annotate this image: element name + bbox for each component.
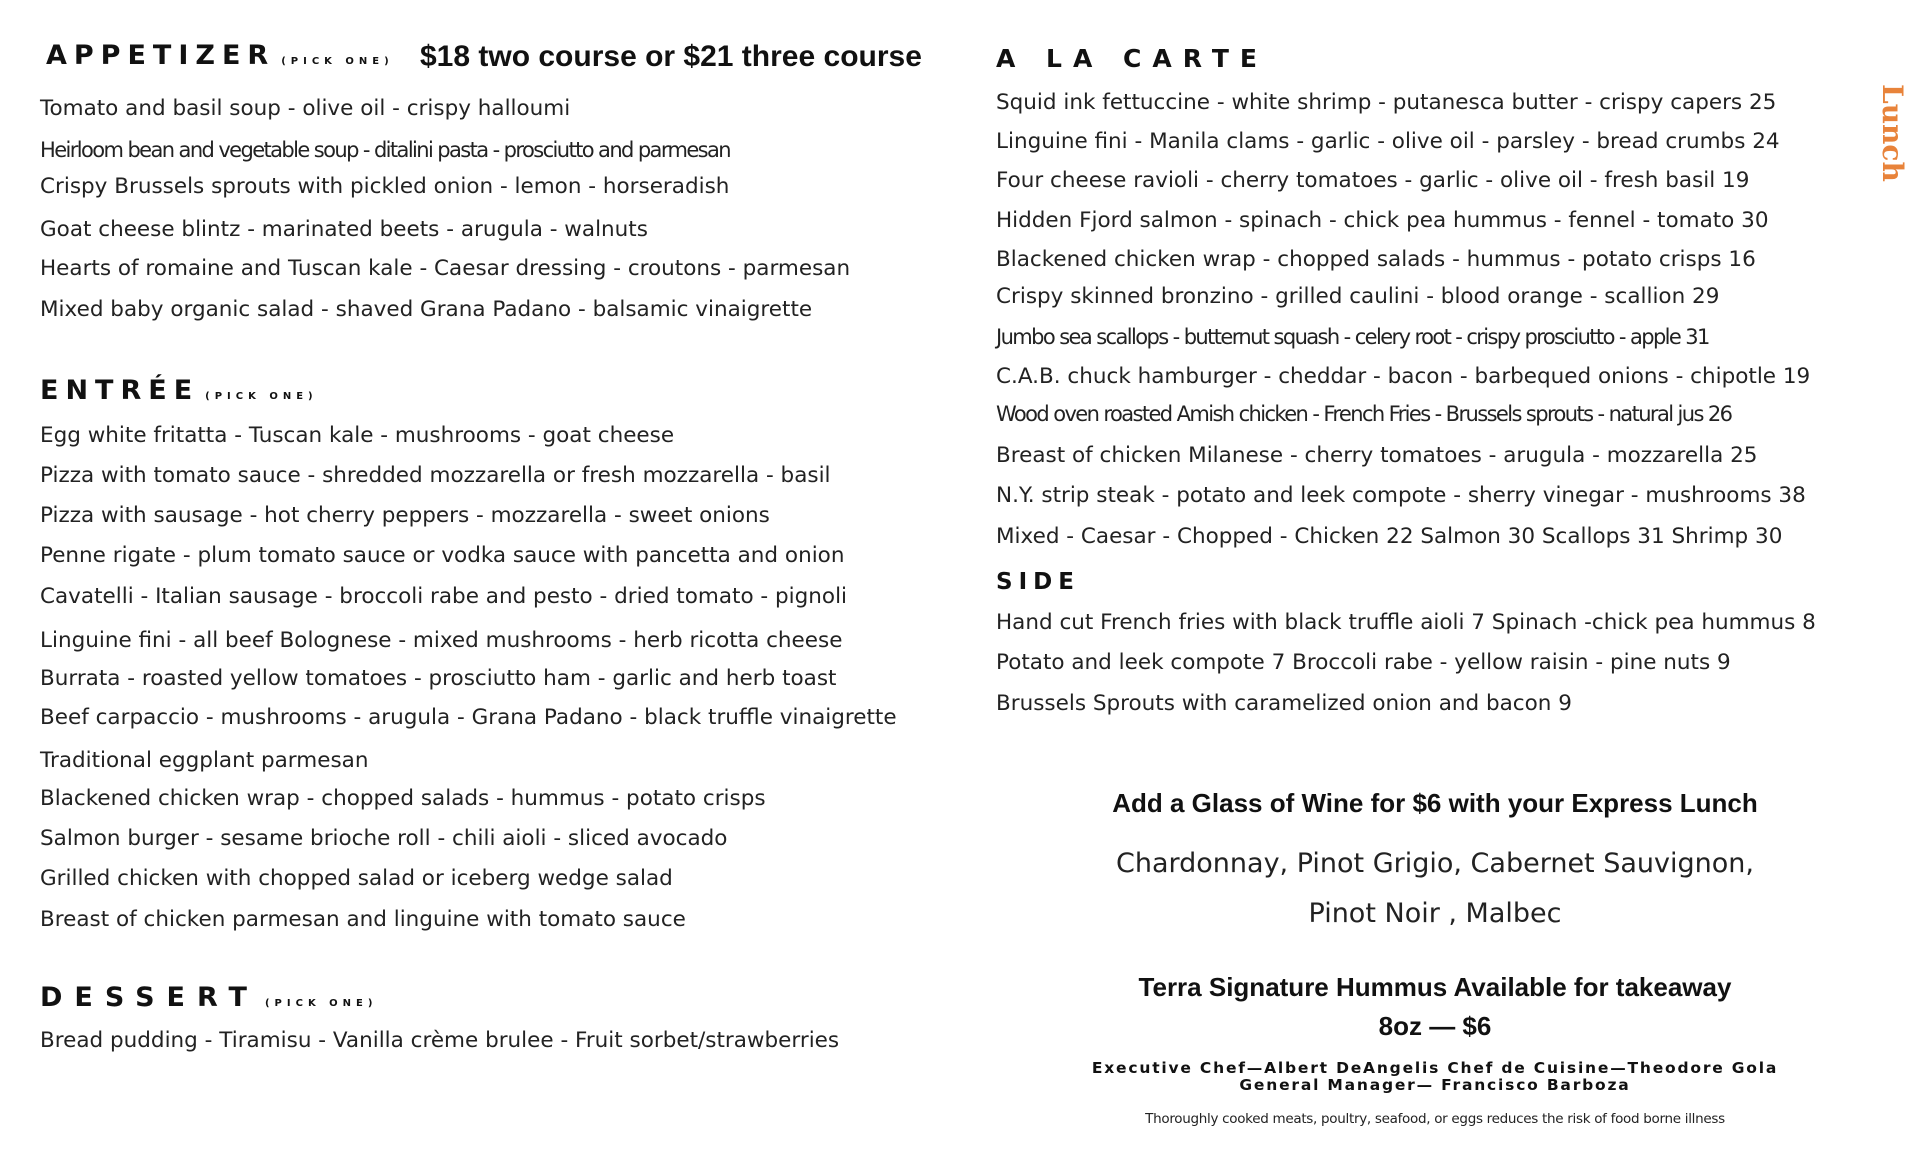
hummus-price-wrap [1000,1011,1870,1042]
wine-list-line-1: Chardonnay, Pinot Grigio, Cabernet Sauvignon, [1116,848,1754,879]
a-la-carte-item: Jumbo sea scallops - butternut squash - celery root - crispy prosciutto - apple 31 [996,325,1709,349]
entree-item: Penne rigate - plum tomato sauce or vodka sauce with pancetta and onion [40,543,845,568]
a-la-carte-item: Breast of chicken Milanese - cherry tomatoes - arugula - mozzarella 25 [996,443,1758,468]
side-item: Hand cut French fries with black truffle aioli 7 Spinach -chick pea hummus 8 [996,610,1816,635]
food-safety-disclaimer: Thoroughly cooked meats, poultry, seafood, or eggs reduces the risk of food borne illness [1145,1111,1725,1127]
credits-line-1: Executive Chef—Albert DeAngelis Chef de Cuisine—Theodore Gola [1091,1059,1779,1077]
side-item: Potato and leek compote 7 Broccoli rabe - yellow raisin - pine nuts 9 [996,650,1731,675]
appetizer-item: Mixed baby organic salad - shaved Grana Padano - balsamic vinaigrette [40,297,813,322]
entree-item: Linguine fini - all beef Bolognese - mixed mushrooms - herb ricotta cheese [40,628,843,653]
a-la-carte-item: Linguine fini - Manila clams - garlic - olive oil - parsley - bread crumbs 24 [996,129,1780,154]
a-la-carte-item: Crispy skinned bronzino - grilled caulini - blood orange - scallion 29 [996,284,1720,309]
wine-promo-headline: Add a Glass of Wine for $6 with your Express Lunch [1112,788,1758,818]
entree-item: Pizza with tomato sauce - shredded mozzarella or fresh mozzarella - basil [40,463,831,488]
a-la-carte-item: Mixed - Caesar - Chopped - Chicken 22 Salmon 30 Scallops 31 Shrimp 30 [996,524,1783,549]
entree-item: Egg white fritatta - Tuscan kale - mushrooms - goat cheese [40,423,675,448]
a-la-carte-heading [996,44,1268,73]
appetizer-item: Crispy Brussels sprouts with pickled onion - lemon - horseradish [40,174,730,199]
credits-line-2: General Manager— Francisco Barboza [1239,1076,1631,1094]
entree-item: Blackened chicken wrap - chopped salads - hummus - potato crisps [40,786,766,811]
dessert-item: Bread pudding - Tiramisu - Vanilla crème brulee - Fruit sorbet/strawberries [40,1028,840,1053]
appetizer-item: Heirloom bean and vegetable soup - ditalini pasta - prosciutto and parmesan [40,138,730,162]
course-price-line: $18 two course or $21 three course [420,40,922,73]
side-item: Brussels Sprouts with caramelized onion and bacon 9 [996,691,1572,716]
hummus-headline: Terra Signature Hummus Available for takeaway [1138,972,1732,1002]
entree-item: Salmon burger - sesame brioche roll - chili aioli - sliced avocado [40,826,728,851]
dessert-pick-note: (PICK ONE) [264,998,378,1009]
a-la-carte-item: Blackened chicken wrap - chopped salads - hummus - potato crisps 16 [996,247,1756,272]
entree-heading [40,375,318,406]
a-la-carte-item: Squid ink fettuccine - white shrimp - putanesca butter - crispy capers 25 [996,90,1777,115]
wine-list-line-2-wrap [1000,898,1870,929]
appetizer-item: Hearts of romaine and Tuscan kale - Caesar dressing - croutons - parmesan [40,256,851,281]
appetizer-item: Goat cheese blintz - marinated beets - arugula - walnuts [40,217,648,242]
entree-item: Grilled chicken with chopped salad or iceberg wedge salad [40,866,673,891]
appetizer-title: APPETIZER [46,40,276,71]
entree-item: Pizza with sausage - hot cherry peppers - mozzarella - sweet onions [40,503,770,528]
dessert-heading [40,982,377,1013]
entree-title: ENTRÉE [40,375,200,406]
a-la-carte-item: N.Y. strip steak - potato and leek compote - sherry vinegar - mushrooms 38 [996,483,1806,508]
lunch-side-label: Lunch [1876,84,1909,182]
appetizer-item: Tomato and basil soup - olive oil - crispy halloumi [40,96,571,121]
a-la-carte-item: C.A.B. chuck hamburger - cheddar - bacon - barbequed onions - chipotle 19 [996,364,1811,389]
entree-item: Burrata - roasted yellow tomatoes - prosciutto ham - garlic and herb toast [40,666,837,691]
entree-item: Breast of chicken parmesan and linguine with tomato sauce [40,907,686,932]
a-la-carte-item: Hidden Fjord salmon - spinach - chick pea hummus - fennel - tomato 30 [996,208,1769,233]
entree-item: Cavatelli - Italian sausage - broccoli rabe and pesto - dried tomato - pignoli [40,584,848,609]
a-la-carte-title: A LA CARTE [996,44,1268,73]
wine-list-line-1-wrap [1000,848,1870,879]
food-safety-disclaimer-wrap [1000,1111,1870,1127]
wine-list-line-2: Pinot Noir , Malbec [1308,898,1562,929]
entree-item: Traditional eggplant parmesan [40,748,369,773]
appetizer-pick-note: (PICK ONE) [281,56,394,67]
side-title: SIDE [996,569,1080,595]
appetizer-heading [46,40,394,71]
a-la-carte-item: Wood oven roasted Amish chicken - French Fries - Brussels sprouts - natural jus 26 [996,402,1732,426]
staff-credits [1000,1060,1870,1094]
hummus-price: 8oz — $6 [1378,1011,1492,1041]
hummus-promo [1000,972,1870,1003]
entree-pick-note: (PICK ONE) [205,391,318,402]
dessert-title: DESSERT [40,982,259,1013]
a-la-carte-item: Four cheese ravioli - cherry tomatoes - garlic - olive oil - fresh basil 19 [996,168,1750,193]
entree-item: Beef carpaccio - mushrooms - arugula - Grana Padano - black truffle vinaigrette [40,705,897,730]
side-heading [996,569,1080,595]
wine-promo [1000,788,1870,819]
